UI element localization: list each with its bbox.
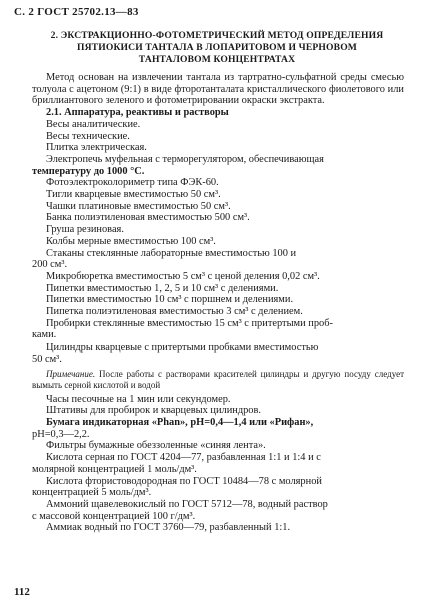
list-item: pH=0,3—2,2. [32,428,90,440]
list-item: 50 см³. [32,353,62,365]
list-item: Весы аналитические. [46,118,141,130]
list-item: Кислота фтористоводородная по ГОСТ 10484—78 с молярной [46,475,322,487]
list-item: Фотоэлектроколориметр типа ФЭК-60. [46,177,219,189]
note-block [32,369,404,391]
list-item: Груша резиновая. [46,224,124,236]
list-item: Пипетки вместимостью 10 см³ с поршнем и делениями. [46,294,294,306]
page-header: С. 2 ГОСТ 25702.13—83 [14,6,139,18]
list-item: Фильтры бумажные обеззоленные «синяя лента». [46,440,266,452]
list-item: Тигли кварцевые вместимостью 50 см³. [46,189,221,201]
subsection-title: 2.1. Аппаратура, реактивы и растворы [46,107,229,119]
list-item: Колбы мерные вместимостью 100 см³. [46,235,216,247]
list-item: Аммиак водный по ГОСТ 3760—79, разбавленный 1:1. [46,522,291,534]
list-item: Плитка электрическая. [46,142,147,154]
section-heading [32,30,402,66]
list-item: молярной концентрацией 1 моль/дм³. [32,463,197,475]
page-number: 112 [14,586,30,598]
list-item: Пипетка полиэтиленовая вместимостью 3 см³ с делением. [46,306,303,318]
list-item: температуру до 1000 °С. [32,165,145,177]
list-item: Банка полиэтиленовая вместимостью 500 см³. [46,212,250,224]
list-item: Пипетки вместимостью 1, 2, 5 и 10 см³ с делениями. [46,282,279,294]
list-item: Весы технические. [46,130,130,142]
list-item: Чашки платиновые вместимостью 50 см³. [46,200,231,212]
list-item: Бумага индикаторная «Phan», pH=0,4—1,4 или «Рифан», [46,416,314,428]
list-item: Стаканы стеклянные лабораторные вместимостью 100 и [46,247,297,259]
list-item: Часы песочные на 1 мин или секундомер. [46,393,231,405]
list-item: Электропечь муфельная с терморегулятором, обеспечивающая [46,153,324,165]
list-item: 200 см³. [32,259,68,271]
list-item: Пробирки стеклянные вместимостью 15 см³ с притертыми проб- [46,317,333,329]
note-label: Примечание. [46,368,96,379]
heading-line: 2. ЭКСТРАКЦИОННО-ФОТОМЕТРИЧЕСКИЙ МЕТОД ОПРЕДЕЛЕНИЯ [50,30,384,41]
list-item: концентрацией 5 моль/дм³. [32,487,152,499]
document-body [32,72,404,534]
intro-paragraph: Метод основан на извлечении тантала из тартратно-сульфатной среды смесью толуола с ацетоном (9:1) в виде фторотанталата кристаллического фиолетового или бриллиантового зеленого и фотометрировании окраски экстракта. [32,72,404,107]
list-item: Кислота серная по ГОСТ 4204—77, разбавленная 1:1 и 1:4 и с [46,452,321,464]
list-item: Цилиндры кварцевые с притертыми пробками вместимостью [46,342,319,354]
heading-line: ТАНТАЛОВОМ КОНЦЕНТРАТАХ [138,54,296,65]
list-item: Штативы для пробирок и кварцевых цилиндров. [46,405,262,417]
list-item: ками. [32,329,57,341]
heading-line: ПЯТИОКИСИ ТАНТАЛА В ЛОПАРИТОВОМ И ЧЕРНОВОМ [76,42,358,53]
list-item: Аммоний щавелевокислый по ГОСТ 5712—78, водный раствор [46,498,328,510]
list-item: с массовой концентрацией 100 г/дм³. [32,510,196,522]
list-item: Микробюретка вместимостью 5 см³ с ценой деления 0,02 см³. [46,270,320,282]
note-text: После работы с растворами красителей цилиндры и другую посуду следует вымыть серной кислотой и водой [32,368,405,390]
